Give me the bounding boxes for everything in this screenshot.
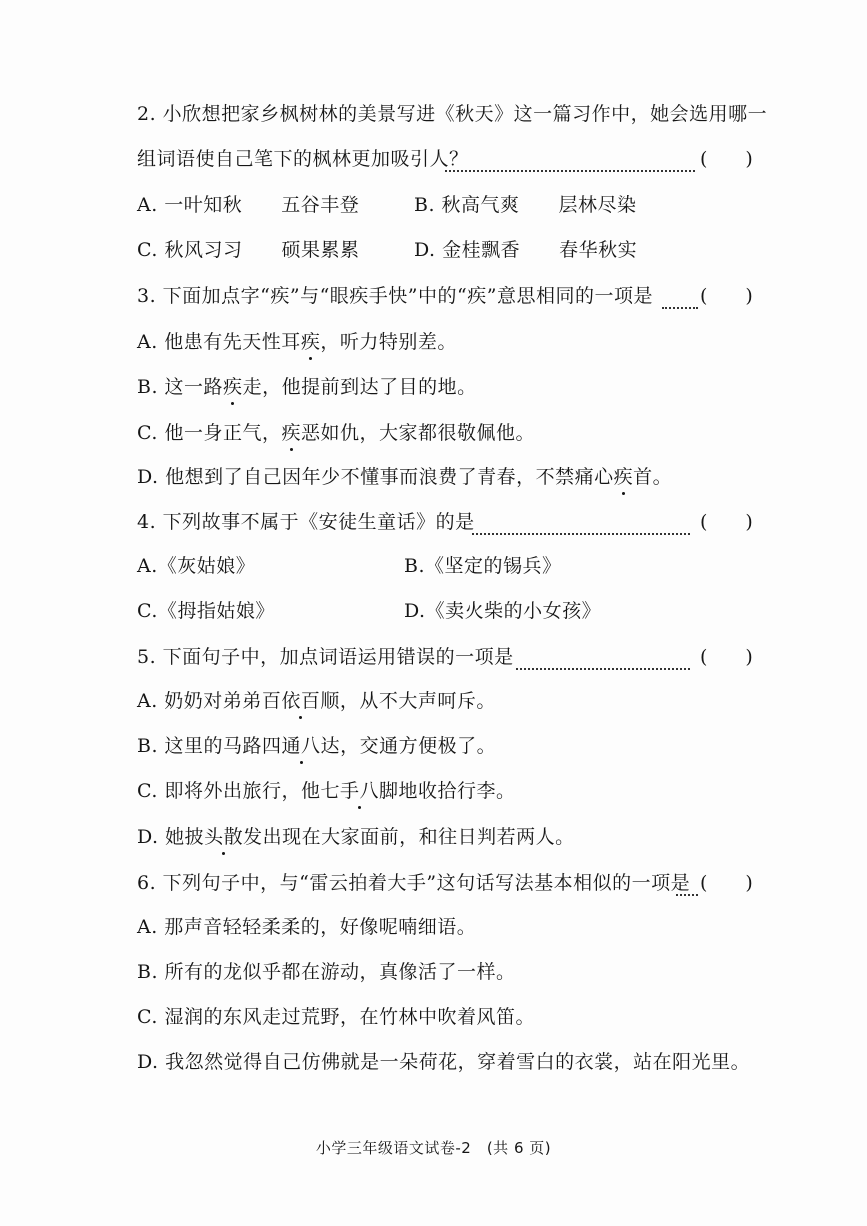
q6-answer-paren: ( ) xyxy=(700,872,753,894)
q3-option-a xyxy=(137,329,457,355)
q3-option-c-post: 恶如仇，大家都很敬佩他。 xyxy=(300,422,535,444)
q3-option-b xyxy=(137,374,477,400)
q3-option-c-dotted: 疾 xyxy=(281,422,301,444)
q2-stem-line1: 2. 小欣想把家乡枫树林的美景写进《秋天》这一篇习作中，她会选用哪一 xyxy=(137,103,768,125)
q5-option-a xyxy=(137,688,496,714)
q2-option-d: D. 金桂飘香 春华秋实 xyxy=(414,239,638,261)
q5-option-d-pre: D. 她 xyxy=(137,826,185,848)
q3-leader-dots xyxy=(662,283,698,309)
q3-option-d xyxy=(137,464,672,490)
q5-option-b-post: ，交通方便极了。 xyxy=(340,735,497,757)
q4-option-d: D.《卖火柴的小女孩》 xyxy=(404,600,602,622)
q2-option-c: C. 秋风习习 硕果累累 xyxy=(137,239,360,261)
q5-option-c-dotted: 七手八脚 xyxy=(320,780,399,802)
q6-option-b: B. 所有的龙似乎都在游动，真像活了一样。 xyxy=(137,961,516,983)
q6-option-c: C. 湿润的东风走过荒野，在竹林中吹着风笛。 xyxy=(137,1006,535,1028)
q3-option-a-post: ，听力特别差。 xyxy=(320,331,457,353)
q6-option-d: D. 我忽然觉得自己仿佛就是一朵荷花，穿着雪白的衣裳，站在阳光里。 xyxy=(137,1051,751,1073)
q4-leader-dots xyxy=(472,509,690,535)
q3-option-d-dotted: 疾 xyxy=(613,466,634,488)
q5-option-d xyxy=(137,824,575,850)
q4-option-c: C.《拇指姑娘》 xyxy=(137,600,275,622)
q2-option-a: A. 一叶知秋 五谷丰登 xyxy=(137,194,360,216)
q3-stem: 3. 下面加点字“疾”与“眼疾手快”中的“疾”意思相同的一项是 xyxy=(137,285,653,307)
q3-option-a-pre: A. 他患有先天性耳 xyxy=(137,331,301,353)
q3-option-b-pre: B. 这一路 xyxy=(137,376,224,398)
q6-stem: 6. 下列句子中，与“雷云拍着大手”这句话写法基本相似的一项是 xyxy=(137,872,691,894)
q5-stem: 5. 下面句子中，加点词语运用错误的一项是 xyxy=(137,646,514,668)
q3-option-b-post: 走，他提前到达了目的地。 xyxy=(242,376,477,398)
q3-option-d-pre: D. 他想到了自己因年少不懂事而浪费了青春，不禁痛心 xyxy=(137,466,614,488)
q2-answer-paren: ( ) xyxy=(700,148,753,170)
q2-leader-dots xyxy=(445,146,695,172)
q5-option-d-post: 出现在大家面前，和往日判若两人。 xyxy=(262,826,575,848)
q4-option-a: A.《灰姑娘》 xyxy=(137,555,256,577)
q5-option-d-dotted: 披头散发 xyxy=(184,826,263,848)
q5-leader-dots xyxy=(516,644,690,670)
q5-option-c-pre: C. 即将外出旅行，他 xyxy=(137,780,321,802)
q3-option-b-dotted: 疾 xyxy=(223,376,243,398)
q6-leader-dots xyxy=(676,870,698,896)
q2-option-b: B. 秋高气爽 层林尽染 xyxy=(414,194,637,216)
q5-option-a-pre: A. 奶奶对弟弟 xyxy=(137,690,262,712)
q5-option-c-post: 地收拾行李。 xyxy=(398,780,516,802)
q6-option-a: A. 那声音轻轻柔柔的，好像呢喃细语。 xyxy=(137,916,477,938)
q4-stem: 4. 下列故事不属于《安徒生童话》的是 xyxy=(137,511,475,533)
q5-answer-paren: ( ) xyxy=(700,646,753,668)
q3-option-a-dotted: 疾 xyxy=(300,331,321,353)
page-footer: 小学三年级语文试卷-2 (共 6 页) xyxy=(315,1139,552,1157)
q5-option-b-dotted: 四通八达 xyxy=(262,735,341,757)
q5-option-a-post: ，从不大声呵斥。 xyxy=(339,690,496,712)
q5-option-a-dotted: 百依百顺 xyxy=(261,690,340,712)
q3-option-d-post: 首。 xyxy=(633,466,673,488)
q2-stem-line2: 组词语使自己笔下的枫林更加吸引人？ xyxy=(137,148,469,170)
q4-answer-paren: ( ) xyxy=(700,511,753,533)
q3-option-c xyxy=(137,420,535,446)
q4-option-b: B.《坚定的锡兵》 xyxy=(404,555,562,577)
q3-answer-paren: ( ) xyxy=(700,285,753,307)
q5-option-b xyxy=(137,733,496,759)
q3-option-c-pre: C. 他一身正气， xyxy=(137,422,282,444)
q5-option-b-pre: B. 这里的马路 xyxy=(137,735,263,757)
q5-option-c xyxy=(137,778,515,804)
